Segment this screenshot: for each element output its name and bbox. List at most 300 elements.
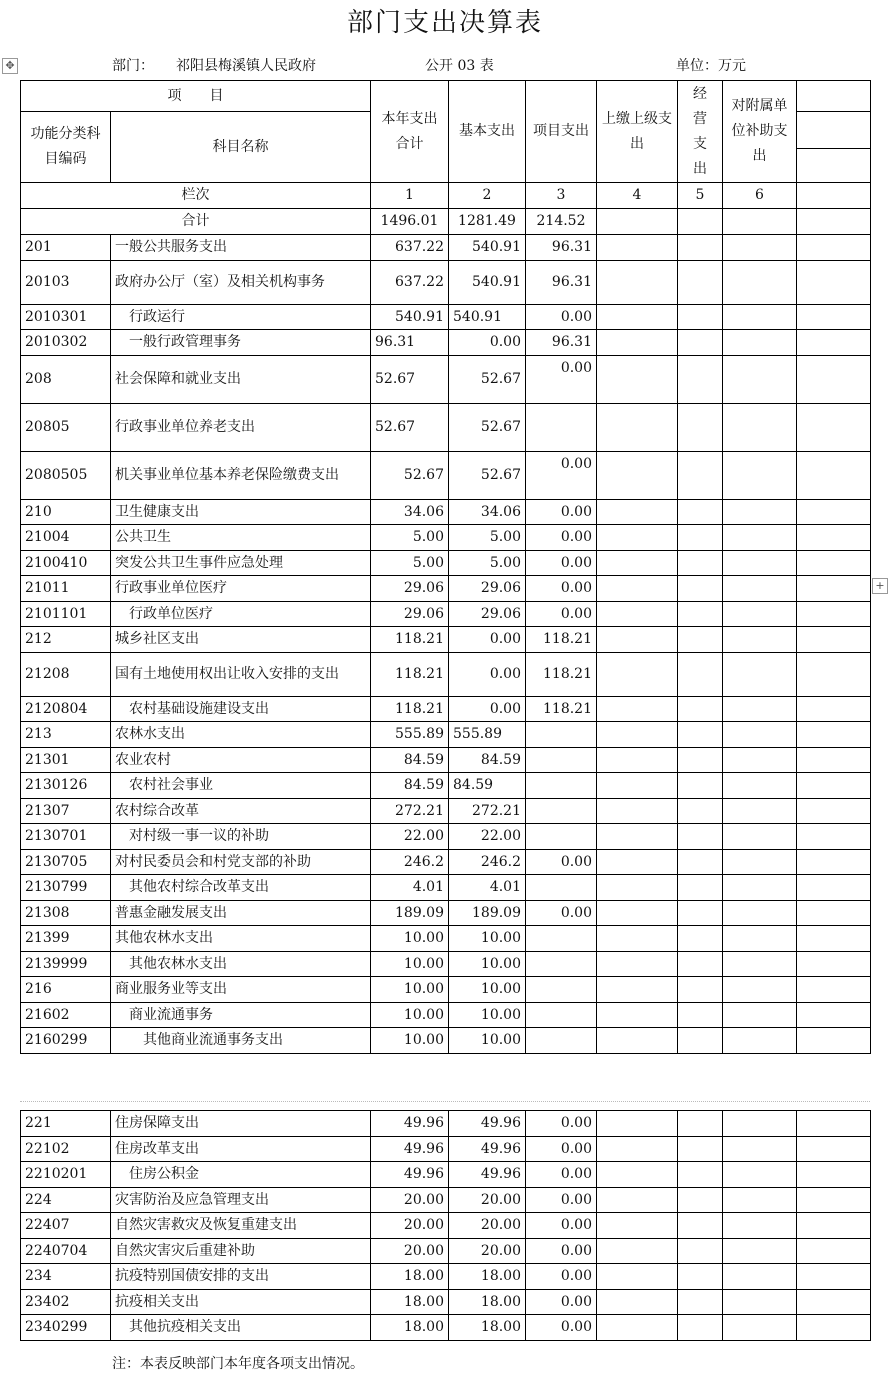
row-code: 21399 [21,926,111,952]
row-project [526,403,597,451]
empty-cell [723,798,797,824]
row-total: 189.09 [371,900,449,926]
row-code: 2010301 [21,304,111,330]
empty-cell [723,1028,797,1054]
row-basic: 272.21 [449,798,526,824]
table-row [21,926,871,952]
empty-cell [678,1002,723,1028]
empty-cell [723,696,797,722]
row-code: 2080505 [21,451,111,499]
table-row [21,824,871,850]
empty-cell [723,1238,797,1264]
row-total: 118.21 [371,652,449,696]
empty-cell [797,1213,871,1239]
empty-cell [678,722,723,748]
row-project: 0.00 [526,1264,597,1290]
empty-cell [678,926,723,952]
empty-cell [797,627,871,653]
row-code: 2160299 [21,1028,111,1054]
row-name: 自然灾害灾后重建补助 [111,1238,371,1264]
empty-cell [678,951,723,977]
row-code: 23402 [21,1289,111,1315]
empty-cell [797,798,871,824]
empty-cell [678,403,723,451]
empty-cell [723,1289,797,1315]
header-operating: 经营支出 [678,81,723,183]
row-project: 118.21 [526,696,597,722]
row-total: 10.00 [371,1028,449,1054]
row-name: 商业服务业等支出 [111,977,371,1003]
row-project: 0.00 [526,525,597,551]
empty-cell [797,1315,871,1341]
empty-cell [723,355,797,403]
empty-cell [597,576,678,602]
table-number: 公开 03 表 [425,58,494,74]
row-total: 18.00 [371,1315,449,1341]
empty-cell [797,260,871,304]
empty-cell [723,1264,797,1290]
empty-cell [797,696,871,722]
header-total: 本年支出合计 [371,81,449,183]
row-code: 224 [21,1187,111,1213]
row-name: 抗疫相关支出 [111,1289,371,1315]
row-name: 机关事业单位基本养老保险缴费支出 [111,451,371,499]
table-row [21,627,871,653]
row-basic: 5.00 [449,525,526,551]
row-basic: 20.00 [449,1187,526,1213]
table-row [21,1111,871,1137]
row-basic: 0.00 [449,696,526,722]
empty-cell [723,652,797,696]
row-name: 灾害防治及应急管理支出 [111,1187,371,1213]
row-project [526,875,597,901]
row-project: 0.00 [526,499,597,525]
empty-cell [797,1264,871,1290]
header-basic: 基本支出 [449,81,526,183]
table-row [21,900,871,926]
row-basic: 20.00 [449,1213,526,1239]
empty-cell [597,900,678,926]
row-project [526,773,597,799]
row-basic: 0.00 [449,330,526,356]
row-basic: 4.01 [449,875,526,901]
header-code: 功能分类科目编码 [21,112,111,183]
empty-cell [678,304,723,330]
empty-cell [797,304,871,330]
table-row [21,1264,871,1290]
empty-cell [678,451,723,499]
empty-cell [678,1111,723,1137]
row-code: 2010302 [21,330,111,356]
empty-cell [723,601,797,627]
empty-cell [597,209,678,235]
row-name: 公共卫生 [111,525,371,551]
empty-cell [678,235,723,261]
empty-cell [678,550,723,576]
empty-cell [723,209,797,235]
empty-cell [723,747,797,773]
header-upper: 上缴上级支出 [597,81,678,183]
empty-cell [797,1111,871,1137]
row-basic: 84.59 [449,747,526,773]
row-project: 0.00 [526,1238,597,1264]
empty-cell [597,260,678,304]
empty-cell [597,403,678,451]
empty-cell [678,875,723,901]
table-row [21,1315,871,1341]
row-project [526,747,597,773]
empty-cell [678,977,723,1003]
table-row [21,696,871,722]
empty-cell [797,451,871,499]
table-row [21,1289,871,1315]
table-row [21,773,871,799]
empty-cell [723,330,797,356]
row-name: 对村级一事一议的补助 [111,824,371,850]
table-row [21,977,871,1003]
row-name: 行政事业单位养老支出 [111,403,371,451]
row-total: 20.00 [371,1187,449,1213]
table-row [21,1187,871,1213]
row-name: 农村基础设施建设支出 [111,696,371,722]
table-row [21,875,871,901]
row-name: 抗疫特别国债安排的支出 [111,1264,371,1290]
row-name: 政府办公厅（室）及相关机构事务 [111,260,371,304]
col-number-5: 5 [678,183,723,209]
header-blank [797,183,871,209]
empty-cell [723,849,797,875]
row-basic: 540.91 [449,304,526,330]
empty-cell [597,304,678,330]
empty-cell [678,824,723,850]
empty-cell [597,747,678,773]
table-row [21,652,871,696]
row-code: 20805 [21,403,111,451]
row-code: 2139999 [21,951,111,977]
row-project: 0.00 [526,1315,597,1341]
empty-cell [597,235,678,261]
plus-icon[interactable]: + [872,578,888,594]
table-row [21,951,871,977]
row-basic: 18.00 [449,1264,526,1290]
empty-cell [678,525,723,551]
row-name: 农林水支出 [111,722,371,748]
row-code: 21301 [21,747,111,773]
row-project: 0.00 [526,1162,597,1188]
row-project: 0.00 [526,601,597,627]
table-row [21,260,871,304]
row-name: 农村社会事业 [111,773,371,799]
header-subsidy: 对附属单位补助支出 [723,81,797,183]
row-total: 84.59 [371,747,449,773]
empty-cell [797,1289,871,1315]
empty-cell [597,1264,678,1290]
row-name: 其他农林水支出 [111,951,371,977]
expenditure-table-part1 [20,80,871,1054]
empty-cell [597,798,678,824]
empty-cell [797,747,871,773]
row-name: 对村民委员会和村党支部的补助 [111,849,371,875]
row-name: 行政事业单位医疗 [111,576,371,602]
row-name: 一般公共服务支出 [111,235,371,261]
empty-cell [597,1289,678,1315]
empty-cell [797,773,871,799]
row-code: 2130126 [21,773,111,799]
row-total: 10.00 [371,926,449,952]
row-name: 其他农林水支出 [111,926,371,952]
row-basic: 10.00 [449,926,526,952]
row-project: 118.21 [526,652,597,696]
empty-cell [678,601,723,627]
empty-cell [597,451,678,499]
row-code: 2130701 [21,824,111,850]
table-row [21,747,871,773]
table-row [21,1028,871,1054]
row-basic: 20.00 [449,1238,526,1264]
row-code: 2240704 [21,1238,111,1264]
row-code: 21208 [21,652,111,696]
empty-cell [723,824,797,850]
empty-cell [678,1213,723,1239]
row-code: 2210201 [21,1162,111,1188]
empty-cell [723,977,797,1003]
table-row [21,1213,871,1239]
footnote: 注：本表反映部门本年度各项支出情况。 [112,1356,364,1372]
row-total: 5.00 [371,550,449,576]
row-project: 96.31 [526,260,597,304]
row-project: 0.00 [526,355,597,403]
row-project: 0.00 [526,900,597,926]
empty-cell [723,1213,797,1239]
empty-cell [797,1162,871,1188]
empty-cell [723,451,797,499]
row-total: 96.31 [371,330,449,356]
empty-cell [723,875,797,901]
header-project: 项目支出 [526,81,597,183]
row-project: 0.00 [526,550,597,576]
row-project [526,977,597,1003]
row-basic: 0.00 [449,652,526,696]
empty-cell [797,235,871,261]
empty-cell [597,773,678,799]
unit-label: 单位：万元 [676,58,746,74]
table-row [21,330,871,356]
total-v1: 1496.01 [371,209,449,235]
row-project [526,1028,597,1054]
table-row [21,403,871,451]
empty-cell [597,355,678,403]
empty-cell [723,1162,797,1188]
empty-cell [723,1187,797,1213]
row-total: 49.96 [371,1162,449,1188]
row-total: 29.06 [371,576,449,602]
empty-cell [597,1028,678,1054]
table-row [21,576,871,602]
row-name: 城乡社区支出 [111,627,371,653]
empty-cell [723,1136,797,1162]
empty-cell [597,926,678,952]
row-project [526,798,597,824]
empty-cell [723,722,797,748]
row-basic: 10.00 [449,1002,526,1028]
row-total: 20.00 [371,1238,449,1264]
row-project: 0.00 [526,1289,597,1315]
empty-cell [678,696,723,722]
row-name: 卫生健康支出 [111,499,371,525]
empty-cell [597,824,678,850]
empty-cell [678,798,723,824]
row-basic: 49.96 [449,1111,526,1137]
empty-cell [723,900,797,926]
row-name: 其他抗疫相关支出 [111,1315,371,1341]
dept-name: 祁阳县梅溪镇人民政府 [176,58,316,74]
col-number-3: 3 [526,183,597,209]
row-name: 农村综合改革 [111,798,371,824]
empty-cell [797,550,871,576]
empty-cell [723,260,797,304]
row-total: 246.2 [371,849,449,875]
empty-cell [597,627,678,653]
table-row [21,235,871,261]
row-code: 2130799 [21,875,111,901]
row-name: 住房改革支出 [111,1136,371,1162]
row-total: 84.59 [371,773,449,799]
row-project [526,824,597,850]
row-code: 2101101 [21,601,111,627]
empty-cell [678,260,723,304]
header-name: 科目名称 [111,112,371,183]
row-total: 118.21 [371,696,449,722]
empty-cell [597,1162,678,1188]
col-number-6: 6 [723,183,797,209]
row-name: 农业农村 [111,747,371,773]
row-code: 22407 [21,1213,111,1239]
row-name: 社会保障和就业支出 [111,355,371,403]
row-basic: 52.67 [449,403,526,451]
row-name: 普惠金融发展支出 [111,900,371,926]
row-project [526,1002,597,1028]
move-icon[interactable]: ✥ [2,58,18,74]
row-project: 0.00 [526,849,597,875]
empty-cell [597,1002,678,1028]
empty-cell [797,977,871,1003]
row-basic: 10.00 [449,977,526,1003]
empty-cell [597,1111,678,1137]
row-basic: 18.00 [449,1315,526,1341]
table-row [21,525,871,551]
row-name: 住房保障支出 [111,1111,371,1137]
empty-cell [678,1238,723,1264]
empty-cell [678,747,723,773]
row-code: 2340299 [21,1315,111,1341]
header-blank [797,81,871,112]
row-project: 0.00 [526,1213,597,1239]
row-basic: 5.00 [449,550,526,576]
row-name: 自然灾害救灾及恢复重建支出 [111,1213,371,1239]
empty-cell [797,601,871,627]
row-total: 52.67 [371,451,449,499]
row-name: 行政单位医疗 [111,601,371,627]
row-basic: 52.67 [449,451,526,499]
row-code: 21602 [21,1002,111,1028]
row-project: 0.00 [526,451,597,499]
empty-cell [723,525,797,551]
row-total: 5.00 [371,525,449,551]
empty-cell [678,1264,723,1290]
row-code: 21308 [21,900,111,926]
empty-cell [678,773,723,799]
row-project: 118.21 [526,627,597,653]
row-name: 商业流通事务 [111,1002,371,1028]
header-lanci: 栏次 [21,183,371,209]
empty-cell [597,977,678,1003]
row-basic: 18.00 [449,1289,526,1315]
table-row [21,355,871,403]
row-total: 29.06 [371,601,449,627]
empty-cell [797,1238,871,1264]
row-basic: 29.06 [449,576,526,602]
empty-cell [678,576,723,602]
empty-cell [797,1187,871,1213]
empty-cell [797,875,871,901]
empty-cell [797,926,871,952]
row-code: 210 [21,499,111,525]
empty-cell [678,1162,723,1188]
empty-cell [797,824,871,850]
empty-cell [597,696,678,722]
row-total: 49.96 [371,1136,449,1162]
empty-cell [678,849,723,875]
empty-cell [597,1187,678,1213]
row-code: 22102 [21,1136,111,1162]
row-name: 突发公共卫生事件应急处理 [111,550,371,576]
dept-label: 部门： [112,58,154,74]
empty-cell [597,652,678,696]
table-row [21,1002,871,1028]
row-project: 0.00 [526,1187,597,1213]
empty-cell [723,235,797,261]
empty-cell [797,849,871,875]
table-row [21,849,871,875]
row-total: 22.00 [371,824,449,850]
row-project: 0.00 [526,1136,597,1162]
row-total: 118.21 [371,627,449,653]
row-basic: 34.06 [449,499,526,525]
row-total: 52.67 [371,403,449,451]
total-v2: 1281.49 [449,209,526,235]
row-code: 2130705 [21,849,111,875]
empty-cell [723,499,797,525]
total-label: 合计 [21,209,371,235]
empty-cell [723,1315,797,1341]
empty-cell [597,1315,678,1341]
row-basic: 0.00 [449,627,526,653]
row-basic: 29.06 [449,601,526,627]
row-code: 20103 [21,260,111,304]
row-basic: 189.09 [449,900,526,926]
row-code: 2120804 [21,696,111,722]
table-row [21,1162,871,1188]
row-code: 21011 [21,576,111,602]
row-project: 0.00 [526,1111,597,1137]
row-total: 272.21 [371,798,449,824]
row-project [526,722,597,748]
row-code: 221 [21,1111,111,1137]
row-name: 住房公积金 [111,1162,371,1188]
empty-cell [678,1136,723,1162]
row-total: 52.67 [371,355,449,403]
row-total: 540.91 [371,304,449,330]
